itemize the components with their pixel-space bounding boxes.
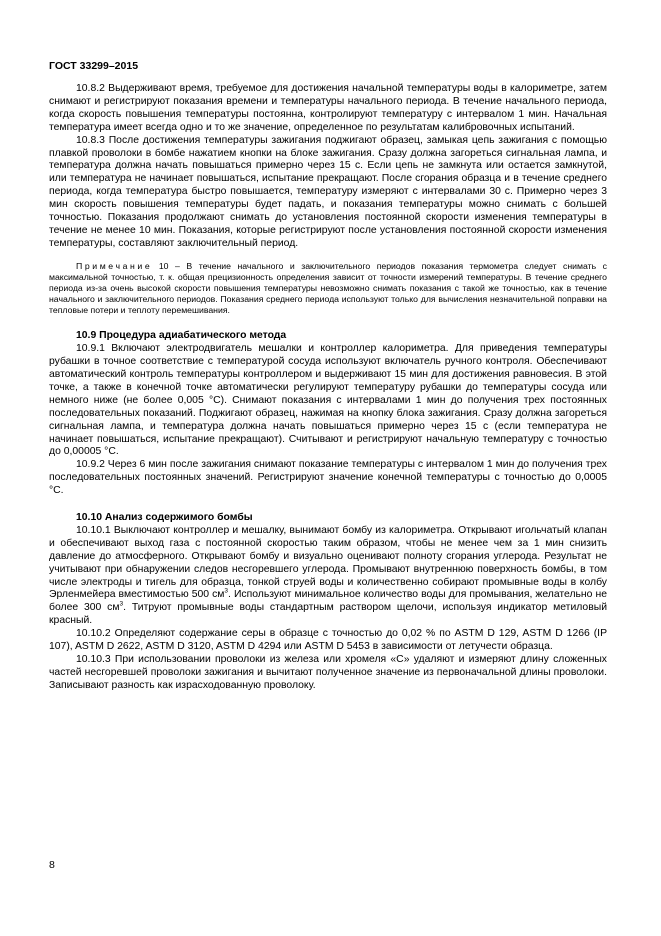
paragraph-10-10-1	[49, 525, 607, 628]
note-label: Примечание	[76, 260, 153, 271]
paragraph-10-8-2: 10.8.2 Выдерживают время, требуемое для достижения начальной температуры воды в калориметре, затем снимают и регистрируют показания времени и температуры начального периода. В течение начального периода, когда скорость повышения температуры постоянна, контролируют температуру с интервалом 1 мин. Начальная температура имеет всегда одно и то же значение, определенное по результатам калибровочных испытаний.	[49, 83, 607, 133]
paragraph-10-9-1: 10.9.1 Включают электродвигатель мешалки и контроллер калориметра. Для приведения температуры рубашки в точное соответствие с температурой сосуда используют включатель ручного контроля. Обеспечивают автоматический контроль температуры контроллером и выдерживают 15 мин для достижения равновесия. В этой точке, а также в конечной точке автоматически регулируют температуру рубашки до температуры сосуда или немного ниже (не более 0,005 °С). Снимают показания с интервалами 1 мин до получения трех постоянных последовательных показаний. Поджигают образец, нажимая на кнопку блока зажигания. Сразу должна загореться сигнальная лампа, и температура должна начать повышаться примерно через 15 с (если температура не начинает повышаться, испытание прекращают). Считывают и регистрируют начальную температуру с точностью до 0,00005 °С.	[49, 343, 607, 458]
paragraph-10-9-2: 10.9.2 Через 6 мин после зажигания снимают показание температуры с интервалом 1 мин до получения трех последовательных постоянных значений. Регистрируют значение конечной температуры с точностью до 0,0005 °С.	[49, 459, 607, 497]
superscript-cubic-2: 3	[119, 600, 124, 608]
section-title-10-9: 10.9 Процедура адиабатического метода	[76, 330, 287, 342]
paragraph-10-10-1-part-b: . Используют минимальное количество воды для промывания, желательно не более 300 см	[49, 589, 607, 614]
document-header: ГОСТ 33299–2015	[49, 60, 139, 72]
paragraph-10-10-1-part-c: . Титруют промывные воды стандартным раствором щелочи, используя индикатор метиловый красный.	[49, 602, 607, 627]
section-title-10-10: 10.10 Анализ содержимого бомбы	[76, 512, 253, 524]
page-number: 8	[49, 859, 55, 871]
paragraph-10-10-3: 10.10.3 При использовании проволоки из железа или хромеля «С» удаляют и измеряют длину сложенных частей несгоревшей проволоки зажигания и вычитают полученное значение из первоначальной длины проволоки. Записывают разность как израсходованную проволоку.	[49, 654, 607, 691]
note-10	[49, 261, 607, 316]
paragraph-10-10-2: 10.10.2 Определяют содержание серы в образце с точностью до 0,02 % по ASTM D 129, ASTM D 1266 (IP 107), ASTM D 2622, ASTM D 3120, ASTM D 4294 или ASTM D 5453 в зависимости от летучести образца.	[49, 628, 607, 653]
paragraph-10-10-1-part-a: 10.10.1 Выключают контроллер и мешалку, вынимают бомбу из калориметра. Открывают игольчатый клапан и обеспечивают выход газа с постоянной скоростью таким образом, чтобы не менее чем за 1 мин снизить давление до атмосферного. Открывают бомбу и визуально оценивают полноту сгорания углерода. Результат не учитывают при обнаружении следов несгоревшего углерода. Промывают внутреннюю поверхность бомбы, в том числе электроды и тигель для образца, тонкой струей воды и количественно собирают промывные воды в колбу Эрленмейера вместимостью 500 см	[49, 524, 607, 601]
note-text: 10 – В течение начального и заключительного периодов показания термометра следует снимать с максимальной точностью, т. к. общая прецизионность определения зависит от точности измерений температуры. В течение среднего периода из-за очень высокой скорости повышения температуры невозможно снимать показания с такой же точностью, как в течение начального и заключительного периодов. Показания среднего периода используют только для вычисления незначительной поправки на тепловые потери и теплоту перемешивания.	[49, 260, 607, 316]
paragraph-10-8-3: 10.8.3 После достижения температуры зажигания поджигают образец, замыкая цепь зажигания с помощью плавкой проволоки в бомбе нажатием кнопки на блоке зажигания. Сразу должна загореться сигнальная лампа, и температура должна начать повышаться примерно через 15 с. Если цепь не замкнута или остается замкнутой, или температура не начинает повышаться, испытание прекращают. После сгорания образца и в течение среднего периода, когда температура быстро повышается, температуру измеряют с интервалами 30 с. Примерно через 3 мин скорость повышения температуры будет падать, и показания температуры можно снимать с большей точностью. Показания продолжают снимать до установления постоянной скорости изменения температуры в течение не менее 10 мин. Показания, которые регистрируют после установления постоянной скорости изменения температуры, составляют заключительный период.	[49, 134, 607, 249]
superscript-cubic-1: 3	[224, 588, 229, 595]
document-body	[49, 83, 607, 693]
